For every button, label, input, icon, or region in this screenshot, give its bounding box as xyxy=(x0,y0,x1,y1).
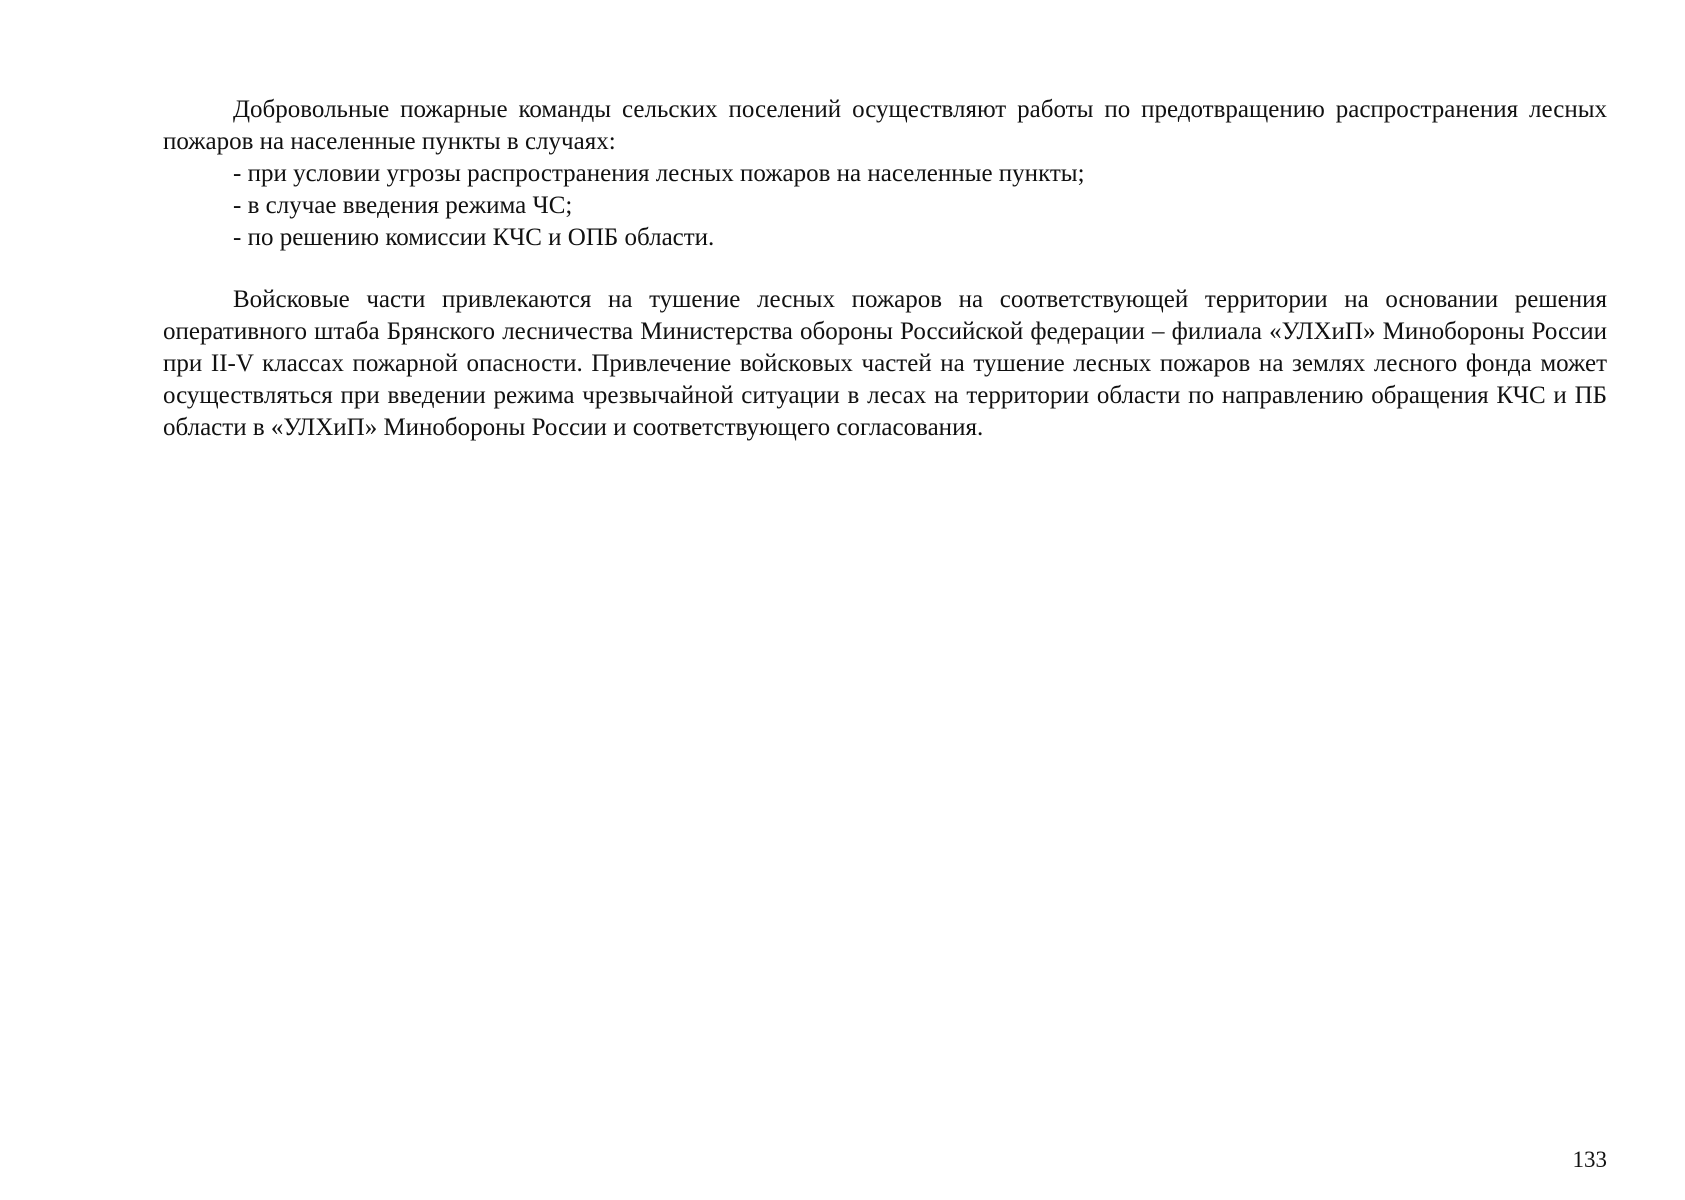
document-body xyxy=(163,94,1607,444)
list-item: - по решению комиссии КЧС и ОПБ области. xyxy=(233,224,715,251)
conditions-list xyxy=(163,158,1607,254)
list-item: - в случае введения режима ЧС; xyxy=(233,192,573,219)
list-item: - при условии угрозы распространения лесных пожаров на населенные пункты; xyxy=(233,160,1085,187)
paragraph-military-units: Войсковые части привлекаются на тушение лесных пожаров на соответствующей территории на основании решения оперативного штаба Брянского лесничества Министерства обороны Российской федерации – филиала «УЛХиП» Минобороны России при II-V классах пожарной опасности. Привлечение войсковых частей на тушение лесных пожаров на землях лесного фонда может осуществляться при введении режима чрезвычайной ситуации в лесах на территории области по направлению обращения КЧС и ПБ области в «УЛХиП» Минобороны России и соответствующего согласования. xyxy=(163,286,1607,441)
paragraph-volunteer-fire-teams: Добровольные пожарные команды сельских поселений осуществляют работы по предотвращению распространения лесных пожаров на населенные пункты в случаях: xyxy=(163,96,1607,155)
page-number: 133 xyxy=(1572,1147,1607,1172)
